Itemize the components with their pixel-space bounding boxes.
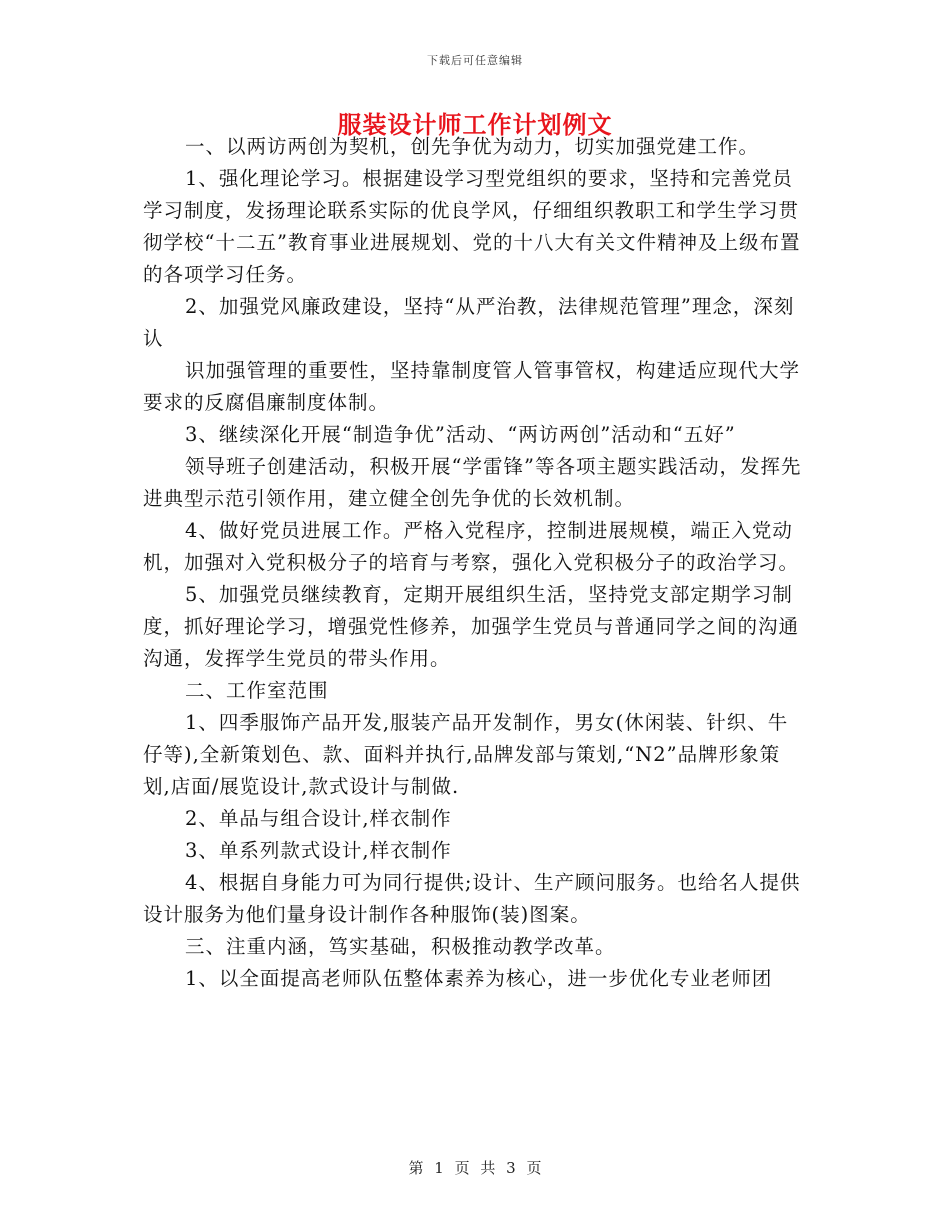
body-paragraph: 领导班子创建活动，积极开展“学雷锋”等各项主题实践活动，发挥先进典型示范引领作用，建立健全创先争优的长效机制。 <box>143 455 802 510</box>
body-paragraph: 一、以两访两创为契机，创先争优为动力，切实加强党建工作。 <box>185 135 760 158</box>
section-heading: 三、注重内涵，笃实基础，积极推动教学改革。 <box>185 935 616 958</box>
body-paragraph: 识加强管理的重要性，坚持靠制度管人管事管权，构建适应现代大学要求的反腐倡廉制度体制。 <box>143 359 801 414</box>
body-paragraph: 3、单系列款式设计,样衣制作 <box>185 839 452 862</box>
body-paragraph: 1、以全面提高老师队伍整体素养为核心，进一步优化专业老师团 <box>185 967 773 990</box>
body-paragraph: 1、四季服饰产品开发,服装产品开发制作，男女(休闲装、针织、牛仔等),全新策划色、款、面料并执行,品牌发部与策划,“N2”品牌形象策划,店面/展览设计,款式设计与制做. <box>143 711 789 798</box>
section-heading: 二、工作室范围 <box>185 679 329 702</box>
document-title: 服装设计师工作计划例文 <box>337 110 613 139</box>
body-paragraph: 4、做好党员进展工作。严格入党程序，控制进展规模，端正入党动机，加强对入党积极分子的培育与考察，强化入党积极分子的政治学习。 <box>143 519 800 574</box>
page-number: 第 1 页 共 3 页 <box>408 1159 542 1177</box>
body-paragraph: 2、单品与组合设计,样衣制作 <box>185 807 452 830</box>
body-paragraph: 1、强化理论学习。根据建设学习型党组织的要求，坚持和完善党员学习制度，发扬理论联系实际的优良学风，仔细组织教职工和学生学习贯彻学校“十二五”教育事业进展规划、党的十八大有关文件精神及上级布置的各项学习任务。 <box>143 167 801 286</box>
body-paragraph: 5、加强党员继续教育，定期开展组织生活，坚持党支部定期学习制度，抓好理论学习，增强党性修养，加强学生党员与普通同学之间的沟通沟通，发挥学生党员的带头作用。 <box>143 583 800 670</box>
body-paragraph: 3、继续深化开展“制造争优”活动、“两访两创”活动和“五好” <box>185 423 736 446</box>
document-body <box>143 131 803 995</box>
body-paragraph: 4、根据自身能力可为同行提供;设计、生产顾问服务。也给名人提供设计服务为他们量身设计制作各种服饰(装)图案。 <box>143 871 801 926</box>
page-header-note: 下载后可任意编辑 <box>427 54 523 67</box>
body-paragraph: 2、加强党风廉政建设，坚持“从严治教，法律规范管理”理念，深刻认 <box>143 295 795 350</box>
